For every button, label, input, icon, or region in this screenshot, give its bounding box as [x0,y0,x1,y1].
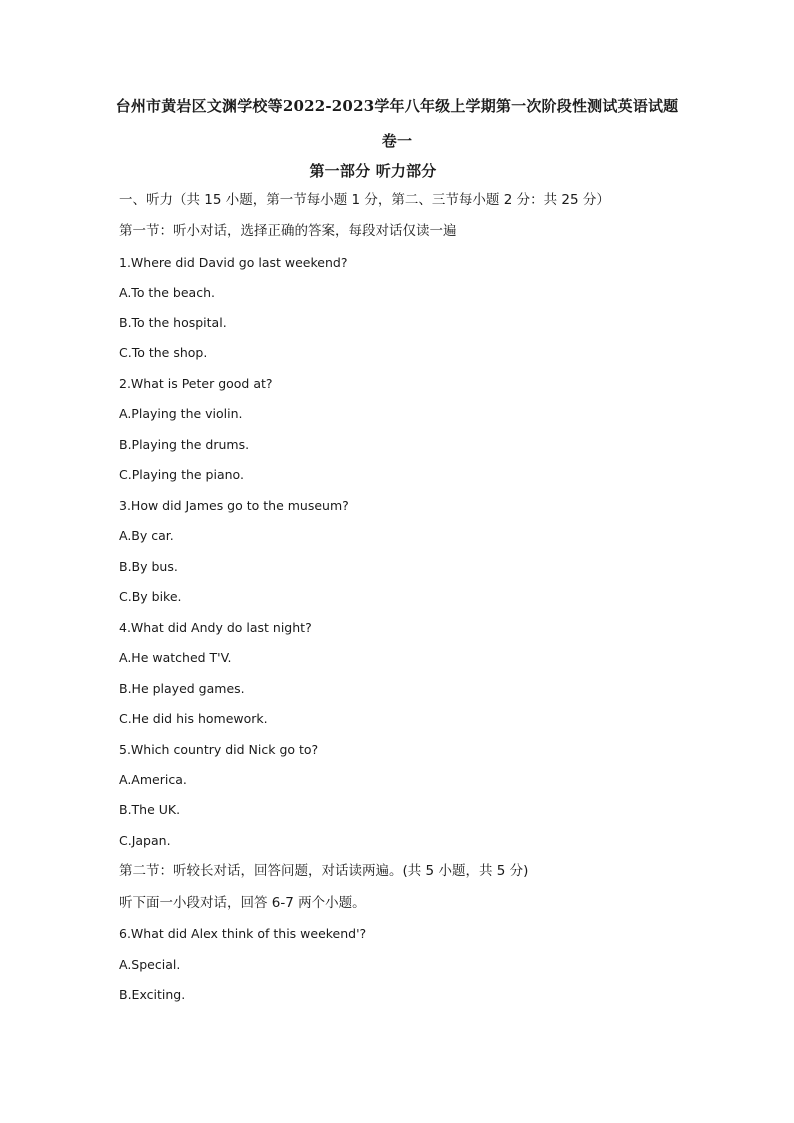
answer-option: B.To the hospital. [119,315,227,330]
subsection-heading: 第二节：听较长对话，回答问题，对话读两遍。(共 5 小题，共 5 分) [119,863,529,879]
volume-heading: 卷一 [381,132,413,150]
question-text: 4.What did Andy do last night? [119,620,312,635]
section-instruction: 一、听力（共 15 小题，第一节每小题 1 分，第二、三节每小题 2 分：共 25 分） [119,192,610,208]
answer-option: A.Playing the violin. [119,406,243,421]
question-text: 3.How did James go to the museum? [119,498,349,513]
answer-option: A.Special. [119,957,181,972]
question-text: 6.What did Alex think of this weekend'? [119,926,367,941]
document-title: 台州市黄岩区文渊学校等2022-2023学年八年级上学期第一次阶段性测试英语试题 [115,97,679,115]
answer-option: A.To the beach. [119,285,215,300]
answer-option: A.By car. [119,528,174,543]
answer-option: C.To the shop. [119,345,208,360]
answer-option: B.He played games. [119,681,245,696]
answer-option: C.Japan. [119,833,171,848]
answer-option: A.He watched T'V. [119,650,232,665]
question-text: 1.Where did David go last weekend? [119,255,348,270]
answer-option: B.By bus. [119,559,178,574]
answer-option: B.Playing the drums. [119,437,250,452]
question-text: 5.Which country did Nick go to? [119,742,319,757]
question-text: 2.What is Peter good at? [119,376,273,391]
answer-option: B.Exciting. [119,987,186,1002]
answer-option: C.By bike. [119,589,182,604]
answer-option: C.Playing the piano. [119,467,244,482]
answer-option: A.America. [119,772,187,787]
part-heading: 第一部分 听力部分 [309,162,437,180]
answer-option: C.He did his homework. [119,711,268,726]
subsection-heading: 第一节：听小对话，选择正确的答案，每段对话仅读一遍 [119,223,457,239]
passage-instruction: 听下面一小段对话，回答 6-7 两个小题。 [119,895,366,911]
answer-option: B.The UK. [119,802,181,817]
